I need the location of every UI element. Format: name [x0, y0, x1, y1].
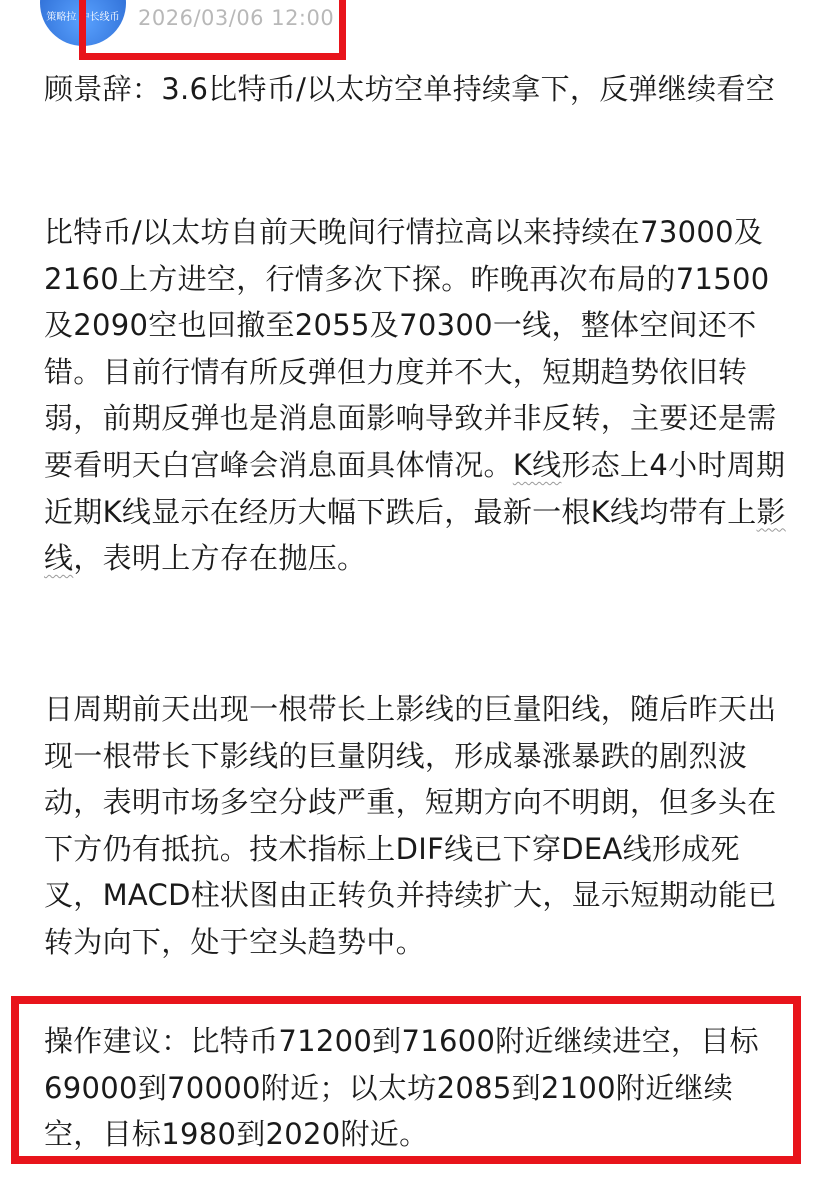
paragraph-1-text-b: 形态上4小时周期近期K线显示在经历大幅下跌后，最新一根K线均带有上	[44, 447, 786, 529]
timestamp-highlight-box	[79, 0, 346, 60]
post-paragraph-1	[44, 209, 789, 582]
post-timestamp: 2026/03/06 12:00	[138, 6, 335, 30]
term-kline-link[interactable]: K线	[512, 447, 562, 482]
post-paragraph-2: 日周期前天出现一根带长上影线的巨量阳线，随后昨天出现一根带长下影线的巨量阴线，形成暴涨暴跌的剧烈波动，表明市场多空分歧严重，短期方向不明朗，但多头在下方仍有抵抗。技术指标上DIF线已下穿DEA线形成死叉，MACD柱状图由正转负并持续扩大，显示短期动能已转为向下，处于空头趋势中。	[44, 692, 777, 959]
avatar-logo-text: 策略拉 中长线币	[46, 12, 120, 23]
paragraph-1-text-a: 比特币/以太坊自前天晚间行情拉高以来持续在73000及2160上方进空，行情多次下探。昨晚再次布局的71500及2090空也回撤至2055及70300一线，整体空间还不错。目前行情有所反弹但力度并不大，短期趋势依旧转弱，前期反弹也是消息面影响导致并非反转，主要还是需要看明天白宫峰会消息面具体情况。	[44, 215, 777, 482]
post-title: 顾景辞：3.6比特币/以太坊空单持续拿下，反弹继续看空	[44, 72, 775, 106]
post-paragraph-3-advice: 操作建议：比特币71200到71600附近继续进空，目标69000到70000附近；以太坊2085到2100附近继续空，目标1980到2020附近。	[44, 1024, 759, 1152]
term-shadow-link[interactable]: 影线	[44, 494, 786, 576]
paragraph-1-text-c: ，表明上方存在抛压。	[73, 541, 367, 576]
advice-highlight-box	[11, 996, 801, 1164]
